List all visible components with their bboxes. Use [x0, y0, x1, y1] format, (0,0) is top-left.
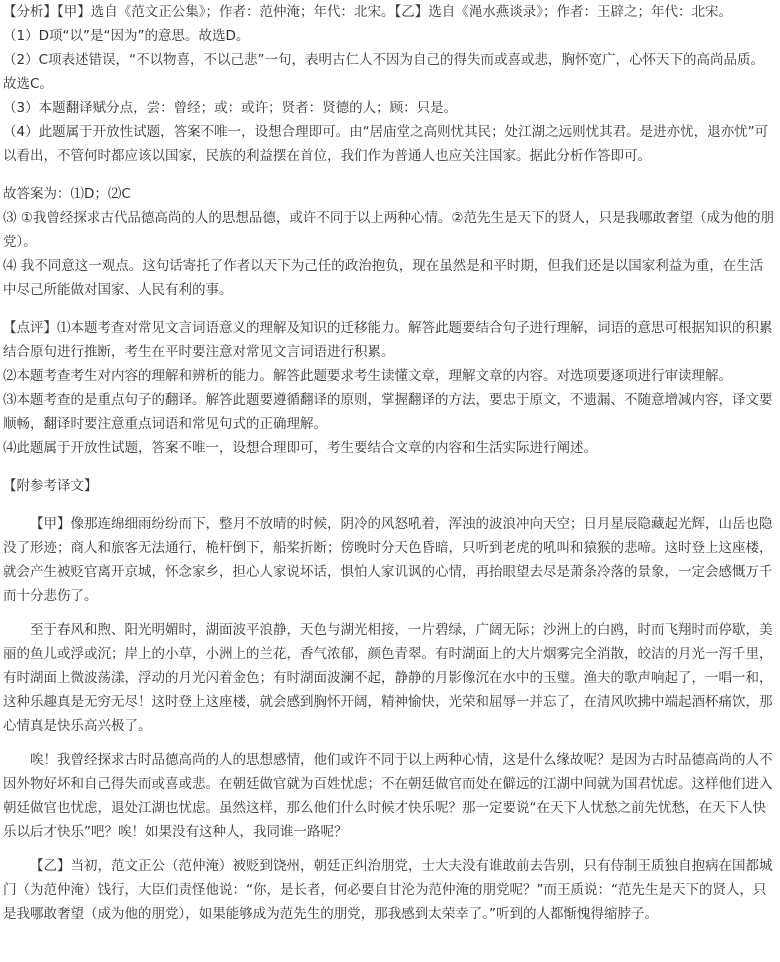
translation-heading: 【附参考译文】	[3, 478, 98, 494]
translation-paragraph-yi: 【乙】当初，范文正公（范仲淹）被贬到饶州，朝廷正纠治朋党，士大夫没有谁敢前去告别，只有侍制王质独自抱病在国都城门（为范仲淹）饯行，大臣们责怪他说：“你，是长者，何必要自甘沦为范仲淹的朋党呢？”而王质说：“范先生是天下的贤人，只是我哪敢奢望（成为他的朋党），如果能够成为范先生的朋党，那我感到太荣幸了。”听到的人都惭愧得缩脖子。	[3, 858, 773, 922]
translation-section	[3, 474, 775, 926]
analysis-section	[3, 0, 775, 168]
answer-summary: 故答案为：⑴D；⑵C	[3, 186, 131, 202]
comment-item-1: 【点评】⑴本题考查对常见文言词语意义的理解及知识的迁移能力。解答此题要结合句子进行理解，词语的意思可根据知识的积累结合原句进行推断，考生在平时要注意对常见文言词语进行积累。	[3, 320, 773, 360]
analysis-item-3: （3）本题翻译赋分点，尝：曾经；或：或许；贤者：贤德的人；顾：只是。	[3, 100, 458, 116]
analysis-source: 【分析】【甲】选自《范文正公集》；作者：范仲淹；年代：北宋。【乙】选自《渑水燕谈录》；作者：王辟之；年代：北宋。	[3, 4, 732, 20]
answer-item-4: ⑷ 我不同意这一观点。这句话寄托了作者以天下为己任的政治抱负，现在虽然是和平时期，但我们还是以国家利益为重，在生活中尽己所能做对国家、人民有利的事。	[3, 258, 764, 298]
answer-section	[3, 182, 775, 302]
answer-item-3: ⑶ ①我曾经探求古代品德高尚的人的思想品德，或许不同于以上两种心情。②范先生是天下的贤人，只是我哪敢奢望（成为他的朋党）。	[3, 210, 774, 250]
comment-item-2: ⑵本题考查考生对内容的理解和辨析的能力。解答此题要求考生读懂文章，理解文章的内容。对选项要逐项进行审读理解。	[3, 368, 732, 384]
translation-paragraph-3: 唉！我曾经探求古时品德高尚的人的思想感情，他们或许不同于以上两种心情，这是什么缘故呢？是因为古时品德高尚的人不因外物好坏和自己得失而或喜或悲。在朝廷做官就为百姓忧虑；不在朝廷做官而处在僻远的江湖中间就为国君忧虑。这样他们进入朝廷做官也忧虑，退处江湖也忧虑。虽然这样，那么他们什么时候才快乐呢？那一定要说“在天下人忧愁之前先忧愁，在天下人快乐以后才快乐”吧？唉！如果没有这种人，我同谁一路呢？	[3, 752, 773, 840]
analysis-item-2: （2）C项表述错误，“不以物喜，不以己悲”一句，表明古仁人不因为自己的得失而或喜或悲，胸怀宽广，心怀天下的高尚品质。故选C。	[3, 52, 765, 92]
translation-paragraph-jia: 【甲】像那连绵细雨纷纷而下，整月不放晴的时候，阴冷的风怒吼着，浑浊的波浪冲向天空；日月星辰隐藏起光辉，山岳也隐没了形迹；商人和旅客无法通行，桅杆倒下，船桨折断；傍晚时分天色昏暗，只听到老虎的吼叫和猿猴的悲啼。这时登上这座楼，就会产生被贬官离开京城，怀念家乡，担心人家说坏话，惧怕人家讥讽的心情，再抬眼望去尽是萧条冷落的景象，一定会感慨万千而十分悲伤了。	[3, 516, 773, 604]
solution-document	[3, 0, 775, 926]
analysis-item-4: （4）此题属于开放性试题，答案不唯一，设想合理即可。由“居庙堂之高则忧其民；处江湖之远则忧其君。是进亦忧，退亦忧”可以看出，不管何时都应该以国家，民族的利益摆在首位，我们作为普通人也应关注国家。据此分析作答即可。	[3, 124, 769, 164]
comment-section	[3, 316, 775, 460]
comment-item-3: ⑶本题考查的是重点句子的翻译。解答此题要遵循翻译的原则，掌握翻译的方法，要忠于原文，不遗漏、不随意增减内容，译文要顺畅，翻译时要注意重点词语和常见句式的正确理解。	[3, 392, 773, 432]
translation-paragraph-2: 至于春风和煦、阳光明媚时，湖面波平浪静，天色与湖光相接，一片碧绿，广阔无际；沙洲上的白鸥，时而飞翔时而停歇，美丽的鱼儿或浮或沉；岸上的小草，小洲上的兰花，香气浓郁，颜色青翠。有时湖面上的大片烟雾完全消散，皎洁的月光一泻千里，有时湖面上微波荡漾，浮动的月光闪着金色；有时湖面波澜不起，静静的月影像沉在水中的玉璧。渔夫的歌声响起了，一唱一和，这种乐趣真是无穷无尽！这时登上这座楼，就会感到胸怀开阔，精神愉快，光荣和屈辱一并忘了，在清风吹拂中端起酒杯痛饮，那心情真是快乐高兴极了。	[3, 622, 773, 734]
analysis-item-1: （1）D项“以”是“因为”的意思。故选D。	[3, 28, 250, 44]
comment-item-4: ⑷此题属于开放性试题，答案不唯一，设想合理即可，考生要结合文章的内容和生活实际进行阐述。	[3, 440, 597, 456]
